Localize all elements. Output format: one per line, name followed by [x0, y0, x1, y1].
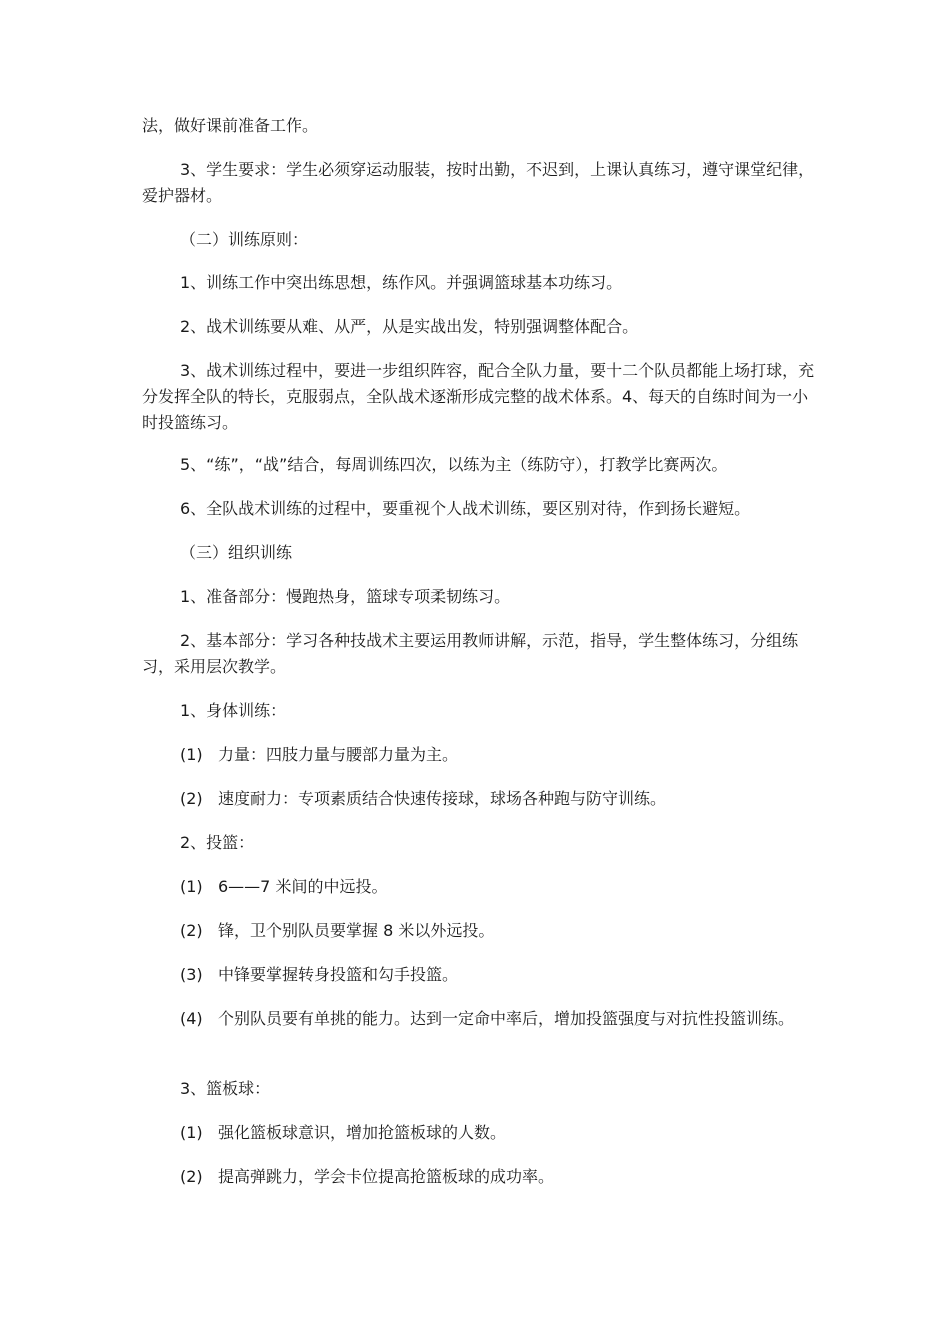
- subheading-shooting: 2、投篮：: [180, 833, 255, 852]
- paragraph-principle-5: 5、“练”，“战”结合，每周训练四次，以练为主（练防守），打教学比赛两次。: [180, 455, 728, 474]
- list-item-rebound-awareness: [180, 1120, 506, 1146]
- list-text: 个别队员要有单挑的能力。达到一定命中率后，增加投篮强度与对抗性投篮训练。: [218, 1009, 795, 1028]
- list-item-speed-endurance: [180, 786, 666, 812]
- list-item-long-range: [180, 918, 494, 944]
- list-text: 力量：四肢力量与腰部力量为主。: [218, 745, 459, 764]
- list-item-strength: [180, 742, 458, 768]
- list-text: 6——7 米间的中远投。: [218, 877, 388, 896]
- list-number: (4): [180, 1009, 203, 1028]
- paragraph-principle-2: 2、战术训练要从难、从严，从是实战出发，特别强调整体配合。: [180, 317, 639, 336]
- paragraph-principle-1: 1、训练工作中突出练思想，练作风。并强调篮球基本功练习。: [180, 273, 623, 292]
- subheading-physical-training: 1、身体训练：: [180, 701, 287, 720]
- list-text: 提高弹跳力，学会卡位提高抢篮板球的成功率。: [218, 1167, 555, 1186]
- list-text: 锋，卫个别队员要掌握 8 米以外远投。: [218, 921, 495, 940]
- paragraph-principle-6: 6、全队战术训练的过程中，要重视个人战术训练，要区别对待，作到扬长避短。: [180, 499, 751, 518]
- paragraph-continuation: 法，做好课前准备工作。: [142, 116, 319, 135]
- list-item-mid-range: [180, 874, 387, 900]
- section-heading-organize-training: （三）组织训练: [180, 543, 293, 562]
- list-text: 强化篮板球意识，增加抢篮板球的人数。: [218, 1123, 507, 1142]
- paragraph-warmup: 1、准备部分：慢跑热身，篮球专项柔韧练习。: [180, 587, 511, 606]
- section-heading-training-principles: （二）训练原则：: [180, 230, 309, 249]
- paragraph-basic-part: 2、基本部分：学习各种技战术主要运用教师讲解，示范，指导，学生整体练习，分组练习，采用层次教学。: [142, 631, 799, 676]
- list-number: (2): [180, 789, 203, 808]
- list-text: 速度耐力：专项素质结合快速传接球，球场各种跑与防守训练。: [218, 789, 667, 808]
- subheading-rebounding: 3、篮板球：: [180, 1079, 271, 1098]
- list-number: (1): [180, 877, 203, 896]
- list-number: (2): [180, 1167, 203, 1186]
- paragraph-student-requirements: 3、学生要求：学生必须穿运动服装，按时出勤，不迟到，上课认真练习，遵守课堂纪律，爱护器材。: [142, 160, 815, 205]
- list-number: (1): [180, 745, 203, 764]
- list-item-jumping-boxout: [180, 1164, 554, 1190]
- list-item-center-shots: [180, 962, 458, 988]
- list-number: (1): [180, 1123, 203, 1142]
- list-number: (3): [180, 965, 203, 984]
- paragraph-principle-3: 3、战术训练过程中，要进一步组织阵容，配合全队力量，要十二个队员都能上场打球，充分发挥全队的特长，克服弱点，全队战术逐渐形成完整的战术体系。4、每天的自练时间为一小时投篮练习。: [142, 361, 815, 432]
- list-text: 中锋要掌握转身投篮和勾手投篮。: [218, 965, 459, 984]
- list-item-one-on-one: [142, 1006, 818, 1032]
- list-number: (2): [180, 921, 203, 940]
